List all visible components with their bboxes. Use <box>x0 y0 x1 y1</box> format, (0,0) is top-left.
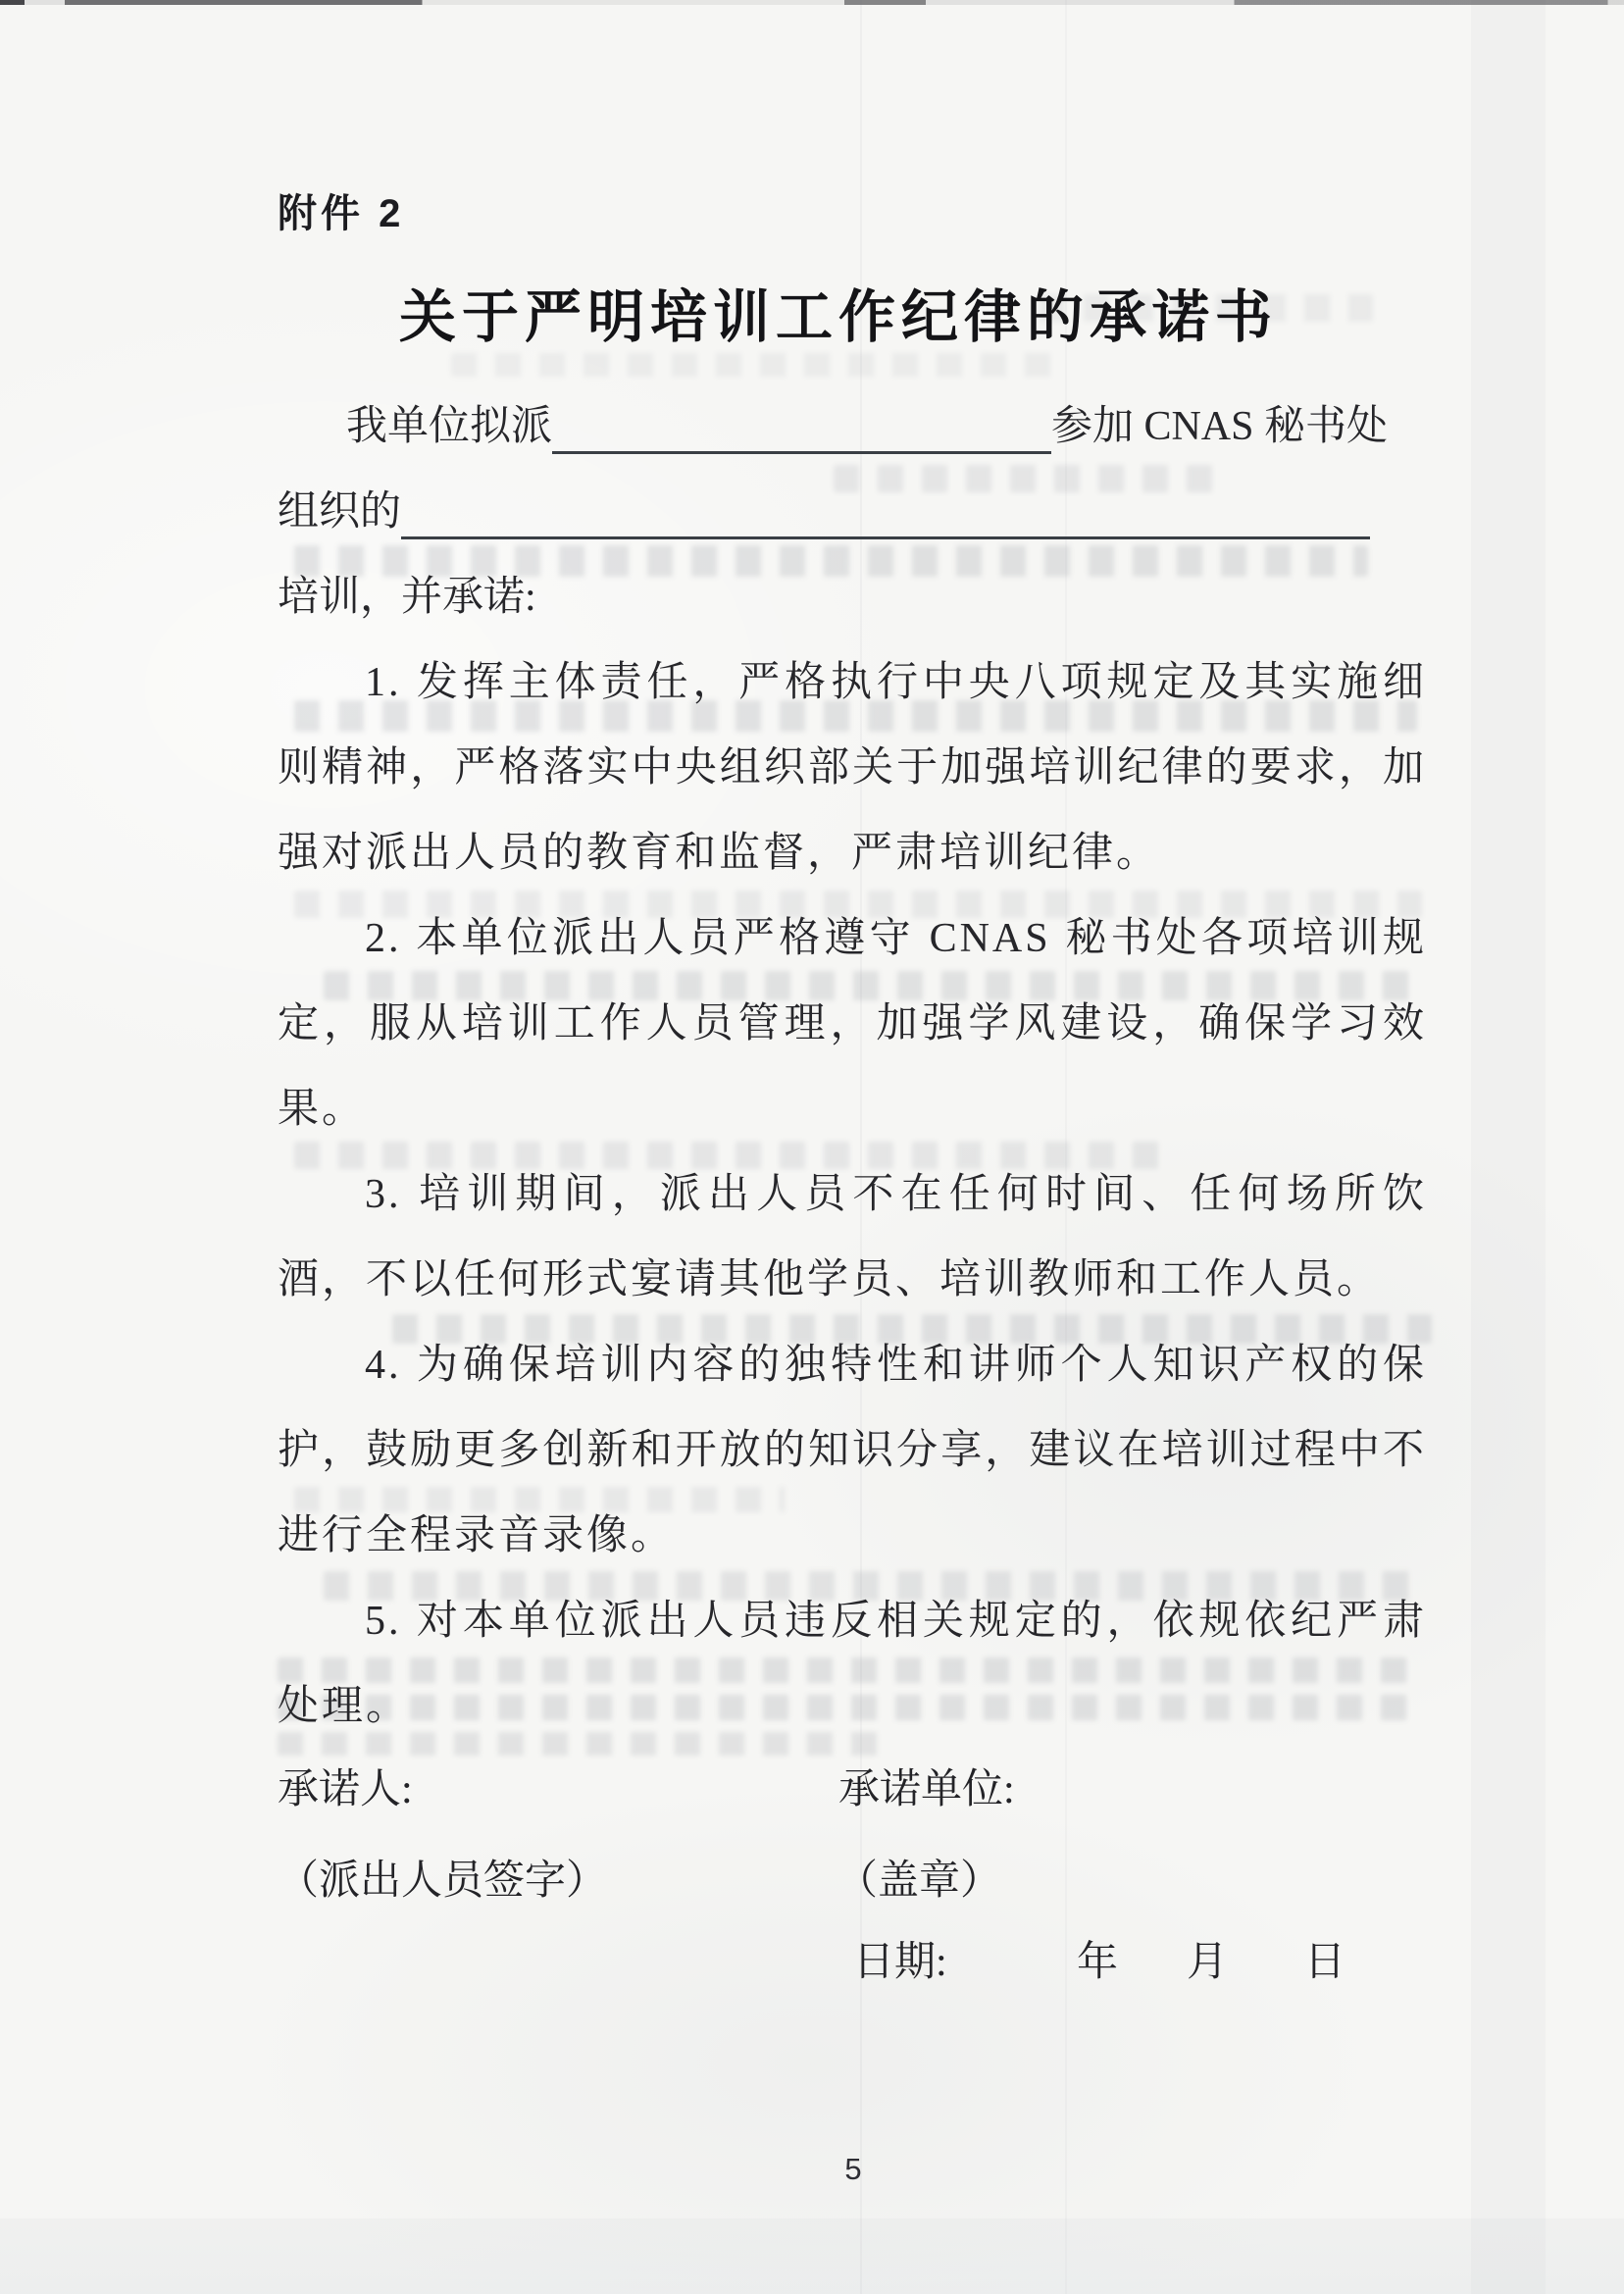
fill-in-blank-course <box>401 470 1370 539</box>
intro-line-1 <box>278 384 1427 470</box>
commitment-item-5: 5. 对本单位派出人员违反相关规定的，依规依纪严肃处理。 <box>278 1599 1427 1729</box>
intro-line1-suffix: 参加 CNAS 秘书处 <box>1050 404 1388 449</box>
promisor-note: （派出人员签字） <box>278 1859 608 1904</box>
line-end-gap <box>1370 470 1427 555</box>
fill-in-blank-personnel <box>552 384 1051 454</box>
intro-line1-prefix: 我单位拟派 <box>346 404 553 449</box>
intro-line-2 <box>278 470 1427 555</box>
commitment-item-3: 3. 培训期间，派出人员不在任何时间、任何场所饮酒，不以任何形式宴请其他学员、培训教师和工作人员。 <box>278 1172 1427 1302</box>
unit-note: （盖章） <box>837 1859 1002 1904</box>
page-title: 关于严明培训工作纪律的承诺书 <box>398 285 1278 349</box>
document-body <box>278 384 1427 1750</box>
commitment-item-2: 2. 本单位派出人员严格遵守 CNAS 秘书处各项培训规定，服从培训工作人员管理，加强学风建设，确保学习效果。 <box>278 916 1427 1132</box>
page-number: 5 <box>844 2152 862 2186</box>
date-label: 日期: <box>853 1940 947 1985</box>
bleedthrough-ghost-row <box>451 353 1059 377</box>
scan-streak-band <box>1471 0 1546 2294</box>
scan-bottom-shade <box>0 2218 1624 2294</box>
unit-label: 承诺单位: <box>838 1767 1015 1812</box>
promisor-label: 承诺人: <box>278 1767 413 1812</box>
date-year-label: 年 <box>1077 1940 1119 1985</box>
line-end-gap <box>1388 384 1427 470</box>
intro-line-3: 培训，并承诺: <box>278 575 536 620</box>
date-day-label: 日 <box>1304 1940 1346 1985</box>
intro-line2-prefix: 组织的 <box>278 489 402 535</box>
date-month-label: 月 <box>1187 1940 1229 1985</box>
commitment-item-1: 1. 发挥主体责任，严格执行中央八项规定及其实施细则精神，严格落实中央组织部关于加强培训纪律的要求，加强对派出人员的教育和监督，严肃培训纪律。 <box>278 660 1427 876</box>
scan-top-edge <box>0 0 1624 5</box>
attachment-label: 附件 2 <box>278 192 405 235</box>
first-line-indent <box>278 384 346 470</box>
commitment-item-4: 4. 为确保培训内容的独特性和讲师个人知识产权的保护，鼓励更多创新和开放的知识分享，建议在培训过程中不进行全程录音录像。 <box>278 1343 1427 1558</box>
